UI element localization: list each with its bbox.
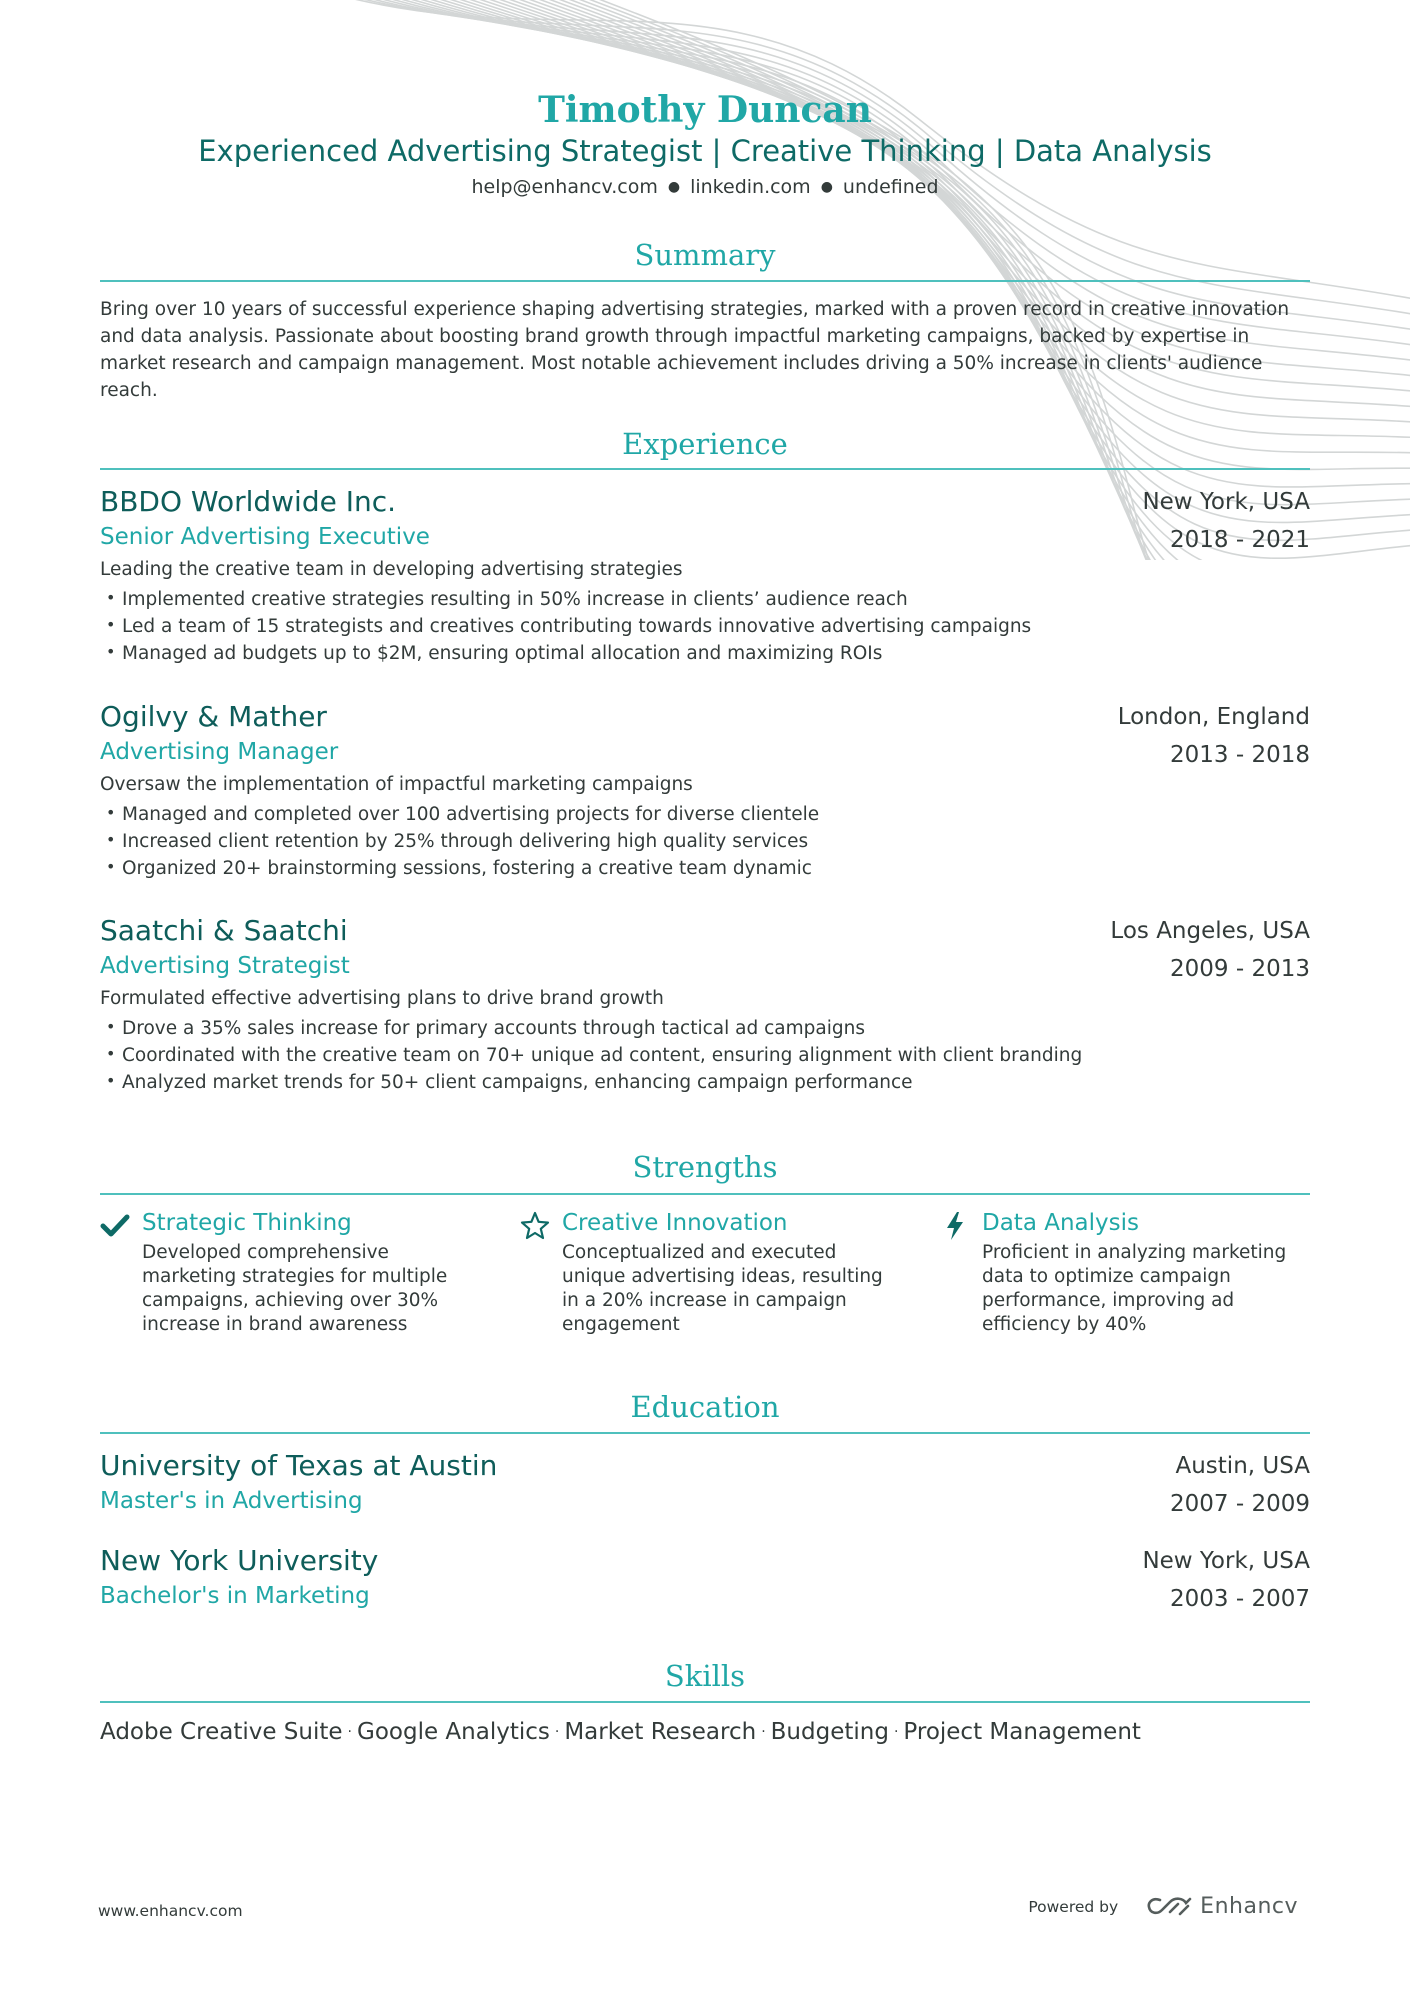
job-dates: 2013 - 2018 <box>1170 742 1310 768</box>
experience-entry <box>100 913 1310 1096</box>
achievement-item: • Increased client retention by 25% through delivering high quality services <box>100 828 1310 855</box>
achievement-item: • Drove a 35% sales increase for primary accounts through tactical ad campaigns <box>100 1015 1310 1042</box>
strength-line: engagement <box>562 1314 680 1335</box>
job-location: Los Angeles, USA <box>1110 918 1310 944</box>
section-title-strengths: Strengths <box>632 1150 778 1184</box>
section-title-education: Education <box>630 1390 780 1424</box>
achievement-item: • Coordinated with the creative team on 70+ unique ad content, ensuring alignment with client branding <box>100 1042 1310 1069</box>
contact-other: undefined <box>842 176 939 198</box>
strength-line: Proficient in analyzing marketing <box>982 1242 1287 1263</box>
separator-dot: · <box>347 1724 352 1740</box>
section-divider <box>100 468 1310 470</box>
section-divider <box>100 1193 1310 1195</box>
education-entry <box>100 1448 1310 1518</box>
achievement-item: • Implemented creative strategies resulting in 50% increase in clients’ audience reach <box>100 586 1310 613</box>
strength-line: data to optimize campaign <box>982 1266 1231 1287</box>
degree-name: Bachelor's in Marketing <box>100 1583 370 1609</box>
achievement-item: • Managed ad budgets up to $2M, ensuring optimal allocation and maximizing ROIs <box>100 640 1310 667</box>
strength-line: Developed comprehensive <box>142 1242 389 1263</box>
strength-item <box>940 1207 1320 1337</box>
experience-entry <box>100 699 1310 882</box>
school-location: New York, USA <box>1142 1548 1310 1574</box>
job-role: Senior Advertising Executive <box>100 524 430 550</box>
education-dates: 2003 - 2007 <box>1170 1586 1310 1612</box>
section-divider <box>100 1432 1310 1434</box>
strength-title: Strategic Thinking <box>142 1210 352 1236</box>
strength-title: Creative Innovation <box>562 1210 788 1236</box>
achievement-item: • Organized 20+ brainstorming sessions, fostering a creative team dynamic <box>100 855 1310 882</box>
strength-line: campaigns, achieving over 30% <box>142 1290 439 1311</box>
degree-name: Master's in Advertising <box>100 1488 363 1514</box>
company-name: BBDO Worldwide Inc. <box>100 485 397 518</box>
enhancv-logo-icon <box>1146 1895 1192 1919</box>
skills-list <box>100 1716 1310 1748</box>
job-description: Leading the creative team in developing advertising strategies <box>100 559 683 580</box>
enhancv-brand-name: Enhancv <box>1200 1894 1298 1919</box>
company-name: Ogilvy & Mather <box>100 700 327 733</box>
candidate-headline: Experienced Advertising Strategist | Creative Thinking | Data Analysis <box>198 134 1212 168</box>
strength-description <box>142 1241 480 1337</box>
job-location: London, England <box>1117 704 1310 730</box>
contact-linkedin[interactable]: linkedin.com <box>690 176 811 198</box>
separator-dot: ● <box>667 179 681 195</box>
candidate-name: Timothy Duncan <box>538 89 872 131</box>
strength-line: unique advertising ideas, resulting <box>562 1266 883 1287</box>
section-divider <box>100 1701 1310 1703</box>
separator-dot: ● <box>820 179 833 195</box>
achievement-list <box>100 1015 1310 1096</box>
school-name: University of Texas at Austin <box>100 1449 498 1482</box>
strength-line: efficiency by 40% <box>982 1314 1147 1335</box>
job-location: New York, USA <box>1142 489 1310 515</box>
section-divider <box>100 280 1310 282</box>
lightning-icon <box>940 1211 970 1241</box>
achievement-item: • Analyzed market trends for 50+ client campaigns, enhancing campaign performance <box>100 1069 1310 1096</box>
section-title-summary: Summary <box>634 238 776 272</box>
job-description: Oversaw the implementation of impactful marketing campaigns <box>100 774 693 795</box>
footer-website[interactable]: www.enhancv.com <box>98 1902 243 1920</box>
contact-line <box>0 174 1410 200</box>
skill-item: Google Analytics <box>357 1719 550 1745</box>
skill-item: Adobe Creative Suite <box>100 1719 343 1745</box>
checkmark-icon <box>100 1211 130 1241</box>
powered-by-label: Powered by <box>1028 1897 1119 1916</box>
education-dates: 2007 - 2009 <box>1170 1491 1310 1517</box>
strength-line: performance, improving ad <box>982 1290 1235 1311</box>
job-role: Advertising Manager <box>100 739 339 765</box>
strength-description <box>982 1241 1320 1337</box>
school-location: Austin, USA <box>1175 1453 1310 1479</box>
education-entry <box>100 1543 1310 1613</box>
job-description: Formulated effective advertising plans to drive brand growth <box>100 988 664 1009</box>
contact-email[interactable]: help@enhancv.com <box>471 176 658 198</box>
achievement-item: • Managed and completed over 100 advertising projects for diverse clientele <box>100 801 1310 828</box>
skill-item: Budgeting <box>770 1719 889 1745</box>
school-name: New York University <box>100 1544 379 1577</box>
strength-line: in a 20% increase in campaign <box>562 1290 847 1311</box>
job-dates: 2009 - 2013 <box>1170 956 1310 982</box>
strength-line: Conceptualized and executed <box>562 1242 837 1263</box>
star-icon <box>520 1211 550 1241</box>
achievement-list <box>100 586 1310 667</box>
resume-header <box>0 88 1410 200</box>
strength-item <box>520 1207 900 1337</box>
strength-line: increase in brand awareness <box>142 1314 408 1335</box>
strength-line: marketing strategies for multiple <box>142 1266 448 1287</box>
strength-item <box>100 1207 480 1337</box>
experience-entry <box>100 484 1310 667</box>
achievement-item: • Led a team of 15 strategists and creatives contributing towards innovative advertising campaigns <box>100 613 1310 640</box>
skill-item: Market Research <box>564 1719 757 1745</box>
strength-title: Data Analysis <box>982 1210 1139 1236</box>
achievement-list <box>100 801 1310 882</box>
job-role: Advertising Strategist <box>100 953 350 979</box>
company-name: Saatchi & Saatchi <box>100 914 348 947</box>
summary-text: Bring over 10 years of successful experience shaping advertising strategies, marked with a proven record in creative innovation and data analysis. Passionate about boosting brand growth through impactful marketing campaigns, backed by expertise in market research and campaign management. Most notable achievement includes driving a 50% increase in clients' audience reach. <box>100 299 1290 401</box>
section-title-experience: Experience <box>622 427 788 461</box>
separator-dot: · <box>554 1724 560 1740</box>
section-title-skills: Skills <box>664 1659 746 1693</box>
separator-dot: · <box>761 1724 766 1740</box>
separator-dot: · <box>893 1724 899 1740</box>
strength-description <box>562 1241 900 1337</box>
job-dates: 2018 - 2021 <box>1170 527 1310 553</box>
footer-branding <box>1028 1894 1298 1919</box>
skill-item: Project Management <box>903 1719 1141 1745</box>
